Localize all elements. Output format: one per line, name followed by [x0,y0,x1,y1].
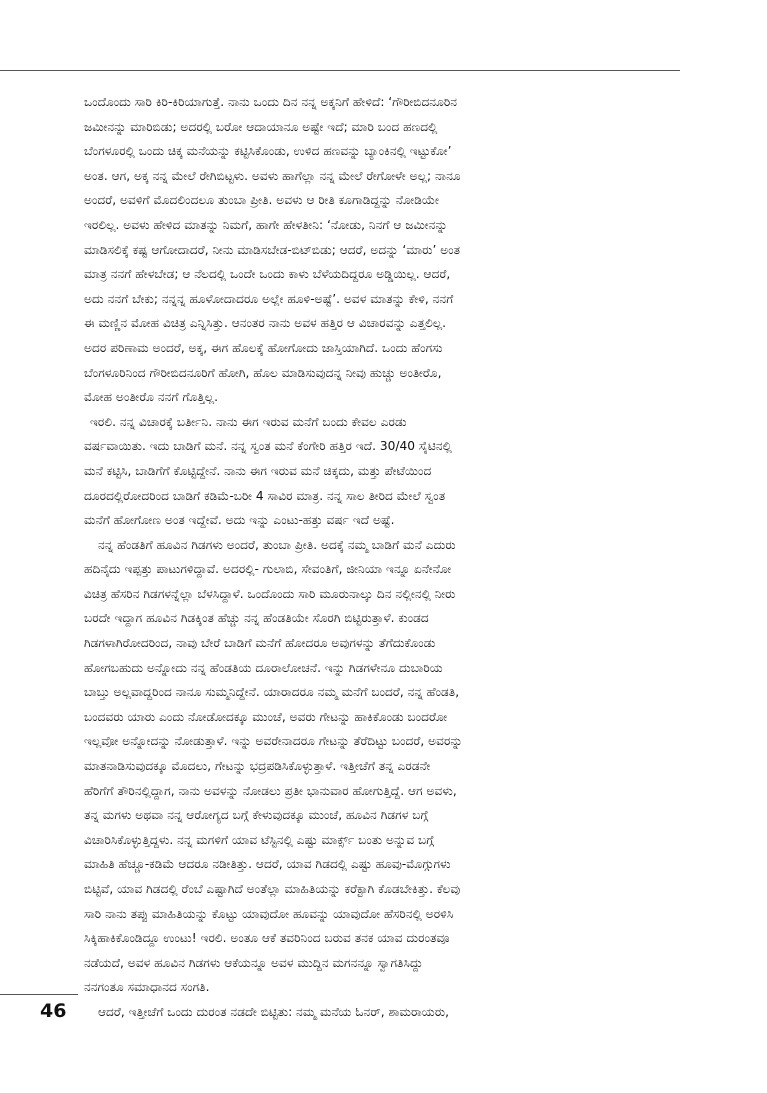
text-line: ಈ ಮಣ್ಣಿನ ಮೋಹ ವಿಚಿತ್ರ ಎನ್ನಿಸಿತ್ತು. ಆನಂತರ ನಾನು ಅವಳ ಹತ್ತಿರ ಆ ವಿಚಾರವನ್ನು ಎತ್ತಲಿಲ್ಲ. [84,316,447,331]
text-line: ಮಾಹಿತಿ ಹೆಚ್ಚೂ-ಕಡಿಮೆ ಆದರೂ ನಡೀತಿತ್ತು. ಆದರೆ, ಯಾವ ಗಿಡದಲ್ಲಿ ಎಷ್ಟು ಹೂವು-ಮೊಗ್ಗುಗಳು [84,857,451,872]
text-line: ನನಗಂತೂ ಸಮಾಧಾನದ ಸಂಗತಿ. [84,980,210,995]
page-number: 46 [40,1000,67,1022]
text-line: ವಿಚಿತ್ರ ಹೆಸರಿನ ಗಿಡಗಳನ್ನೆಲ್ಲಾ ಬೆಳಸಿದ್ದಾಳೆ. ಒಂದೊಂದು ಸಾರಿ ಮೂರುನಾಲ್ಕು ದಿನ ನಲ್ಲೀನಲ್ಲಿ ನೀರು [84,586,456,601]
text-line: ಮಾತನಾಡಿಸುವುದಕ್ಕೂ ಮೊದಲು, ಗೇಟನ್ನು ಭದ್ರಪಡಿಸಿಕೊಳ್ಳುತ್ತಾಳೆ. ಇತ್ತೀಚೆಗೆ ತನ್ನ ಎರಡನೇ [84,759,431,774]
text-line: ಅಂತ. ಆಗ, ಅಕ್ಕ ನನ್ನ ಮೇಲೆ ರೇಗಿಬಿಟ್ಟಳು. ಅವಳು ಹಾಗೆಲ್ಲಾ ನನ್ನ ಮೇಲೆ ರೇಗೋಳೇ ಅಲ್ಲ; ನಾನೂ [84,168,461,183]
text-line: ಗಿಡಗಳಾಗಿರೋದರಿಂದ, ನಾವು ಬೇರೆ ಬಾಡಿಗೆ ಮನೆಗೆ ಹೋದರೂ ಅವುಗಳನ್ನು ತೆಗೆದುಕೊಂಡು [84,636,436,651]
text-line: ಬರದೇ ಇದ್ದಾಗ ಹೂವಿನ ಗಿಡಕ್ಕಿಂತ ಹೆಚ್ಚು ನನ್ನ ಹೆಂಡತಿಯೇ ಸೊರಗಿ ಬಿಟ್ಟಿರುತ್ತಾಳೆ. ಕುಂಡದ [84,611,429,626]
text-line: ಸಾರಿ ನಾನು ತಪ್ಪು ಮಾಹಿತಿಯನ್ನು ಕೊಟ್ಟು ಯಾವುದೋ ಹೂವನ್ನು ಯಾವುದೋ ಹೆಸರಿನಲ್ಲಿ ಅರಳಿಸಿ [84,906,454,921]
text-line: ಒಂದೊಂದು ಸಾರಿ ಕಿರಿ-ಕಿರಿಯಾಗುತ್ತೆ. ನಾನು ಒಂದು ದಿನ ನನ್ನ ಅಕ್ಕನಿಗೆ ಹೇಳಿದೆ: ‘ಗೌರೀಬಿದನೂರಿನ [84,95,458,109]
text-line: ಹದಿನೈದು ಇಪ್ಪತ್ತು ಪಾಟುಗಳಿದ್ದಾವೆ. ಅದರಲ್ಲಿ- ಗುಲಾಬಿ, ಸೇವಂತಿಗೆ, ಜೀನಿಯಾ ಇನ್ನೂ ಏನೇನೋ [84,562,452,577]
text-line: ಮೋಹ ಅಂತೀರೊ ನನಗೆ ಗೊತ್ತಿಲ್ಲ. [84,390,218,405]
text-line: ದೂರದಲ್ಲಿರೋದರಿಂದ ಬಾಡಿಗೆ ಕಡಿಮೆ-ಬರೀ 4 ಸಾವಿರ ಮಾತ್ರ. ನನ್ನ ಸಾಲ ತೀರಿದ ಮೇಲೆ ಸ್ವಂತ [84,488,446,503]
text-line: ನಡೆಯದೆ, ಅವಳ ಹೂವಿನ ಗಿಡಗಳು ಆಕೆಯನ್ನೂ ಅವಳ ಮುದ್ದಿನ ಮಗನನ್ನೂ ಸ್ವಾಗತಿಸಿದ್ದು [84,955,423,970]
text-line: ಬಾಬ್ತು ಅಲ್ಲವಾದ್ದರಿಂದ ನಾನೂ ಸುಮ್ಮನಿದ್ದೇನೆ. ಯಾರಾದರೂ ನಮ್ಮ ಮನೆಗೆ ಬಂದರೆ, ನನ್ನ ಹೆಂಡತಿ, [84,685,460,700]
text-line: ಮಾಡಿಸಲಿಕ್ಕೆ ಕಷ್ಟ ಆಗೋದಾದರೆ, ನೀನು ಮಾಡಿಸಬೇಡ-ಬಿಟ್‌ಬಿಡು; ಆದರೆ, ಅದನ್ನು ‘ಮಾರು’ ಅಂತ [84,242,461,257]
text-line: ಹೋಗಬಹುದು ಅನ್ನೋದು ನನ್ನ ಹೆಂಡತಿಯ ದೂರಾಲೋಚನೆ. ಇನ್ನು ಗಿಡಗಳೇನೂ ದುಬಾರಿಯ [84,660,443,675]
text-line: ಮನೆಗೆ ಹೋಗೋಣ ಅಂತ ಇದ್ದೇವೆ. ಅದು ಇನ್ನು ಎಂಟು-ಹತ್ತು ವರ್ಷ ಇದೆ ಅಷ್ಟೆ. [84,513,395,528]
text-line: ಇರಲಿಲ್ಲ. ಅವಳು ಹೇಳಿದ ಮಾತನ್ನು ನಿಮಗೆ, ಹಾಗೇ ಹೇಳತೀನಿ: ‘ನೋಡು, ನಿನಗೆ ಆ ಜಮೀನನ್ನು [84,217,448,232]
text-line: ಬೆಂಗಳೂರಲ್ಲಿ ಒಂದು ಚಿಕ್ಕ ಮನೆಯನ್ನು ಕಟ್ಟಿಸಿಕೊಂಡು, ಉಳಿದ ಹಣವನ್ನು ಬ್ಯಾಂಕಿನಲ್ಲಿ ಇಟ್ಟುಕೋ’ [84,144,452,159]
text-line: ಮಾತ್ರ ನನಗೆ ಹೇಳಬೇಡ; ಆ ನೆಲದಲ್ಲಿ ಒಂದೇ ಒಂದು ಕಾಳು ಬೆಳೆಯದಿದ್ದರೂ ಅಡ್ಡಿಯಿಲ್ಲ. ಆದರೆ, [84,267,451,282]
text-line: ವರ್ಷವಾಯಿತು. ಇದು ಬಾಡಿಗೆ ಮನೆ. ನನ್ನ ಸ್ವಂತ ಮನೆ ಕೆಂಗೇರಿ ಹತ್ತಿರ ಇದೆ. 30/40 ಸೈಟಿನಲ್ಲಿ [84,439,452,454]
text-line: ಬೆಂಗಳೂರಿನಿಂದ ಗೌರೀಬಿದನೂರಿಗೆ ಹೋಗಿ, ಹೊಲ ಮಾಡಿಸುವುದನ್ನ ನೀವು ಹುಚ್ಚು ಅಂತೀರೊ, [84,365,442,380]
text-line: ವಿಚಾರಿಸಿಕೊಳ್ಳುತ್ತಿದ್ದಳು. ನನ್ನ ಮಗಳಿಗೆ ಯಾವ ಟೆಸ್ಟಿನಲ್ಲಿ ಎಷ್ಟು ಮಾರ್ಕ್ಸ್ ಬಂತು ಅನ್ನುವ ಬಗ್ಗೆ [84,832,435,847]
text-line: ತನ್ನ ಮಗಳು ಅಥವಾ ನನ್ನ ಆರೋಗ್ಯದ ಬಗ್ಗೆ ಕೇಳುವುದಕ್ಕೂ ಮುಂಚೆ, ಹೂವಿನ ಗಿಡಗಳ ಬಗ್ಗೆ [84,808,429,823]
text-line: ಅದರ ಪರಿಣಾಮ ಅಂದರೆ, ಅಕ್ಕ, ಈಗ ಹೊಲಕ್ಕೆ ಹೋಗೋದು ಜಾಸ್ತಿಯಾಗಿದೆ. ಒಂದು ಹೆಂಗಸು [84,340,443,355]
text-line: ಜಮೀನನ್ನು ಮಾರಿಬಿಡು; ಅದರಲ್ಲಿ ಬರೋ ಆದಾಯಾನೂ ಅಷ್ಟೇ ಇದೆ; ಮಾರಿ ಬಂದ ಹಣದಲ್ಲಿ [84,119,438,134]
paragraph-start-line: ಇರಲಿ. ನನ್ನ ವಿಚಾರಕ್ಕೆ ಬರ್ತೀನಿ. ನಾನು ಈಗ ಇರುವ ಮನೆಗೆ ಬಂದು ಕೇವಲ ಎರಡು [90,414,407,429]
text-line: ಅದು ನನಗೆ ಬೇಕು; ನನ್ನನ್ನ ಹೂಳೋದಾದರೂ ಅಲ್ಲೇ ಹೂಳಿ-ಅಷ್ಟೆ’. ಅವಳ ಮಾತನ್ನು ಕೇಳಿ, ನನಗೆ [84,291,454,306]
top-rule [0,70,680,71]
text-line: ಅಂದರೆ, ಅವಳಿಗೆ ಮೊದಲಿಂದಲೂ ತುಂಬಾ ಪ್ರೀತಿ. ಅವಳು ಆ ರೀತಿ ಕೂಗಾಡಿದ್ದನ್ನು ನೋಡಿಯೇ [84,193,439,208]
text-line: ಮನೆ ಕಟ್ಟಿಸಿ, ಬಾಡಿಗೆಗೆ ಕೊಟ್ಟಿದ್ದೇನೆ. ನಾನು ಈಗ ಇರುವ ಮನೆ ಚಿಕ್ಕದು, ಮತ್ತು ಪೇಟೆಯಿಂದ [84,463,432,478]
text-line: ಸಿಕ್ಕಿಹಾಕಿಕೊಂಡಿದ್ದೂ ಉಂಟು! ಇರಲಿ. ಅಂತೂ ಆಕೆ ತವರಿನಿಂದ ಬರುವ ತನಕ ಯಾವ ದುರಂತವೂ [84,931,450,946]
text-line: ಬಂದವರು ಯಾರು ಎಂದು ನೋಡೋದಕ್ಕೂ ಮುಂಚೆ, ಅವರು ಗೇಟನ್ನು ಹಾಕಿಕೊಂಡು ಬಂದರೋ [84,709,448,724]
paragraph-start-line: ನನ್ನ ಹೆಂಡತಿಗೆ ಹೂವಿನ ಗಿಡಗಳು ಅಂದರೆ, ತುಂಬಾ ಪ್ರೀತಿ. ಅದಕ್ಕೆ ನಮ್ಮ ಬಾಡಿಗೆ ಮನೆ ಎದುರು [98,537,456,552]
text-line: ಇಲ್ಲವೋ ಅನ್ನೋದನ್ನು ನೋಡುತ್ತಾಳೆ. ಇನ್ನು ಅವರೇನಾದರೂ ಗೇಟನ್ನು ತೆರೆದಿಟ್ಟು ಬಂದರೆ, ಅವರನ್ನು [84,734,463,749]
body-text [84,90,674,1025]
paragraph-start-line: ಆದರೆ, ಇತ್ತೀಚೆಗೆ ಒಂದು ದುರಂತ ನಡದೇ ಬಿಟ್ಟಿತು: ನಮ್ಮ ಮನೆಯ ಓನರ್, ಶಾಮರಾಯರು, [98,1004,450,1019]
text-line: ಹೆರಿಗೆಗೆ ತೌರಿನಲ್ಲಿದ್ದಾಗ, ನಾನು ಅವಳನ್ನು ನೋಡಲು ಪ್ರತೀ ಭಾನುವಾರ ಹೋಗುತ್ತಿದ್ದೆ. ಆಗ ಅವಳು, [84,783,457,798]
page-number-rule [0,994,78,995]
text-line: ಬಿಟ್ಟಿವೆ, ಯಾವ ಗಿಡದಲ್ಲಿ ರೆಂಬೆ ಎಷ್ಟಾಗಿದೆ ಅಂತೆಲ್ಲಾ ಮಾಹಿತಿಯನ್ನು ಕರೆಕ್ಟಾಗಿ ಕೊಡಬೇಕಿತ್ತು. ಕೆಲವು [84,882,461,896]
